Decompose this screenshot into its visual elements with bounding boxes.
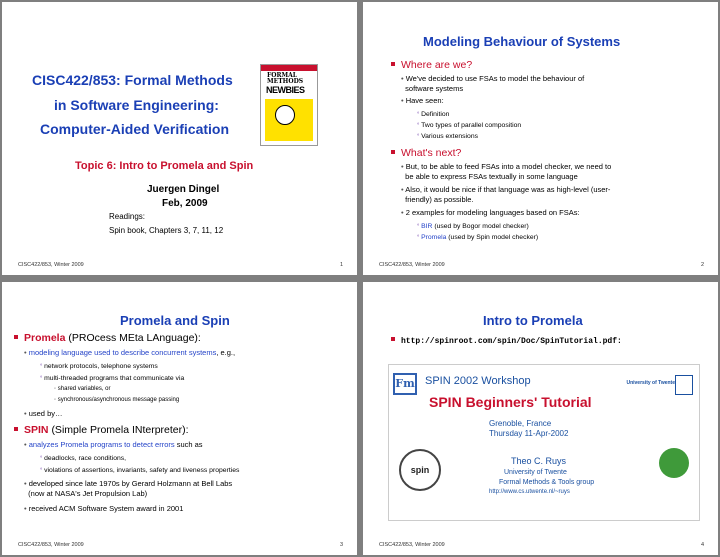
tutorial-cover-image	[388, 364, 700, 521]
tutorial-university: University of Twente	[504, 469, 567, 476]
page-number: 2	[700, 262, 704, 268]
readings-label: Readings:	[109, 212, 146, 221]
slide-title: Promela and Spin	[120, 313, 230, 328]
subsubitem-shared: ◦ shared variables, or	[54, 386, 111, 392]
item-modeling-language: • modeling language used to describe concurrent systems, e.g.,	[24, 348, 236, 357]
footer-left: CISC422/853, Winter 2009	[18, 262, 84, 268]
course-title-line2: in Software Engineering:	[54, 97, 219, 113]
heading-promela: Promela (PROcess MEta LAnguage):	[14, 332, 201, 344]
readings: Spin book, Chapters 3, 7, 11, 12	[109, 226, 224, 235]
item-developed: • developed since late 1970s by Gerard Holzmann at Bell Labs (now at NASA's Jet Propulsion Lab)	[24, 479, 233, 498]
book-cover-image	[260, 64, 318, 146]
ut-logo-icon	[675, 375, 693, 395]
item-used-by: • used by…	[24, 409, 63, 418]
item-high-level: • Also, it would be nice if that language was as high-level (user- friendly) as possible.	[401, 185, 611, 204]
course-title-line1: CISC422/853: Formal Methods	[32, 72, 233, 88]
subitem-multithreaded: ° multi-threaded programs that communicate via	[40, 375, 185, 382]
author: Juergen Dingel	[147, 184, 220, 195]
course-title-line3: Computer-Aided Verification	[40, 121, 230, 137]
spin-logo-icon: spin	[399, 449, 441, 491]
tutorial-url[interactable]: http://spinroot.com/spin/Doc/SpinTutorial.pdf:	[391, 337, 622, 346]
footer-left: CISC422/853, Winter 2009	[18, 542, 84, 548]
slide-4	[363, 282, 718, 555]
fm-logo: Fm	[393, 373, 417, 395]
subitem-extensions: ° Various extensions	[417, 133, 479, 140]
tutorial-date: Thursday 11-Apr-2002	[489, 429, 569, 438]
footer-left: CISC422/853, Winter 2009	[379, 542, 445, 548]
slide-title: Intro to Promela	[483, 313, 583, 328]
item-examples: • 2 examples for modeling languages based on FSAs:	[401, 208, 580, 217]
item-analyzes: • analyzes Promela programs to detect errors such as	[24, 440, 203, 449]
item-feed: • But, to be able to feed FSAs into a model checker, we need to be able to express FSAs textually in some language	[401, 162, 612, 181]
slide-3	[2, 282, 357, 555]
tutorial-place: Grenoble, France	[489, 419, 552, 428]
subitem-violations: ° violations of assertions, invariants, safety and liveness properties	[40, 467, 240, 474]
cover-text-3: NEWBIES	[266, 85, 305, 95]
tutorial-author: Theo C. Ruys	[511, 456, 567, 466]
tutorial-title: SPIN Beginners' Tutorial	[429, 394, 592, 410]
item-have-seen: • Have seen:	[401, 96, 444, 105]
page-number: 3	[339, 542, 343, 548]
item-fsa: • We've decided to use FSAs to model the behaviour of software systems	[401, 74, 585, 93]
subitem-bir: ° BIR (used by Bogor model checker)	[417, 223, 529, 230]
subitem-promela: ° Promela (used by Spin model checker)	[417, 234, 539, 241]
topic-title: Topic 6: Intro to Promela and Spin	[75, 160, 254, 172]
page-number: 4	[700, 542, 704, 548]
cover-text-1: FORMAL	[267, 72, 297, 79]
item-award: • received ACM Software System award in 2001	[24, 504, 184, 513]
bullet-next: What's next?	[391, 147, 461, 159]
subitem-definition: ° Definition	[417, 111, 450, 118]
cover-text-2: METHODS	[267, 78, 304, 85]
subitem-network: ° network protocols, telephone systems	[40, 363, 158, 370]
ut-logo-text: University of Twente	[626, 380, 675, 386]
tutorial-group: Formal Methods & Tools group	[499, 479, 595, 486]
bullet-where: Where are we?	[391, 59, 472, 71]
page-number: 1	[339, 262, 343, 268]
slide-2	[363, 2, 718, 275]
subitem-parallel: ° Two types of parallel composition	[417, 122, 522, 129]
tutorial-homepage: http://www.cs.utwente.nl/~ruys	[489, 489, 570, 495]
slide-1	[2, 2, 357, 275]
workshop-name: SPIN 2002 Workshop	[425, 375, 531, 387]
slide-title: Modeling Behaviour of Systems	[423, 34, 621, 49]
subsubitem-message: ◦ synchronous/asynchronous message passing	[54, 397, 180, 403]
globe-logo-icon	[659, 448, 689, 478]
heading-spin: SPIN (Simple Promela INterpreter):	[14, 424, 189, 436]
subitem-deadlocks: ° deadlocks, race conditions,	[40, 455, 127, 462]
date: Feb, 2009	[162, 198, 208, 209]
footer-left: CISC422/853, Winter 2009	[379, 262, 445, 268]
